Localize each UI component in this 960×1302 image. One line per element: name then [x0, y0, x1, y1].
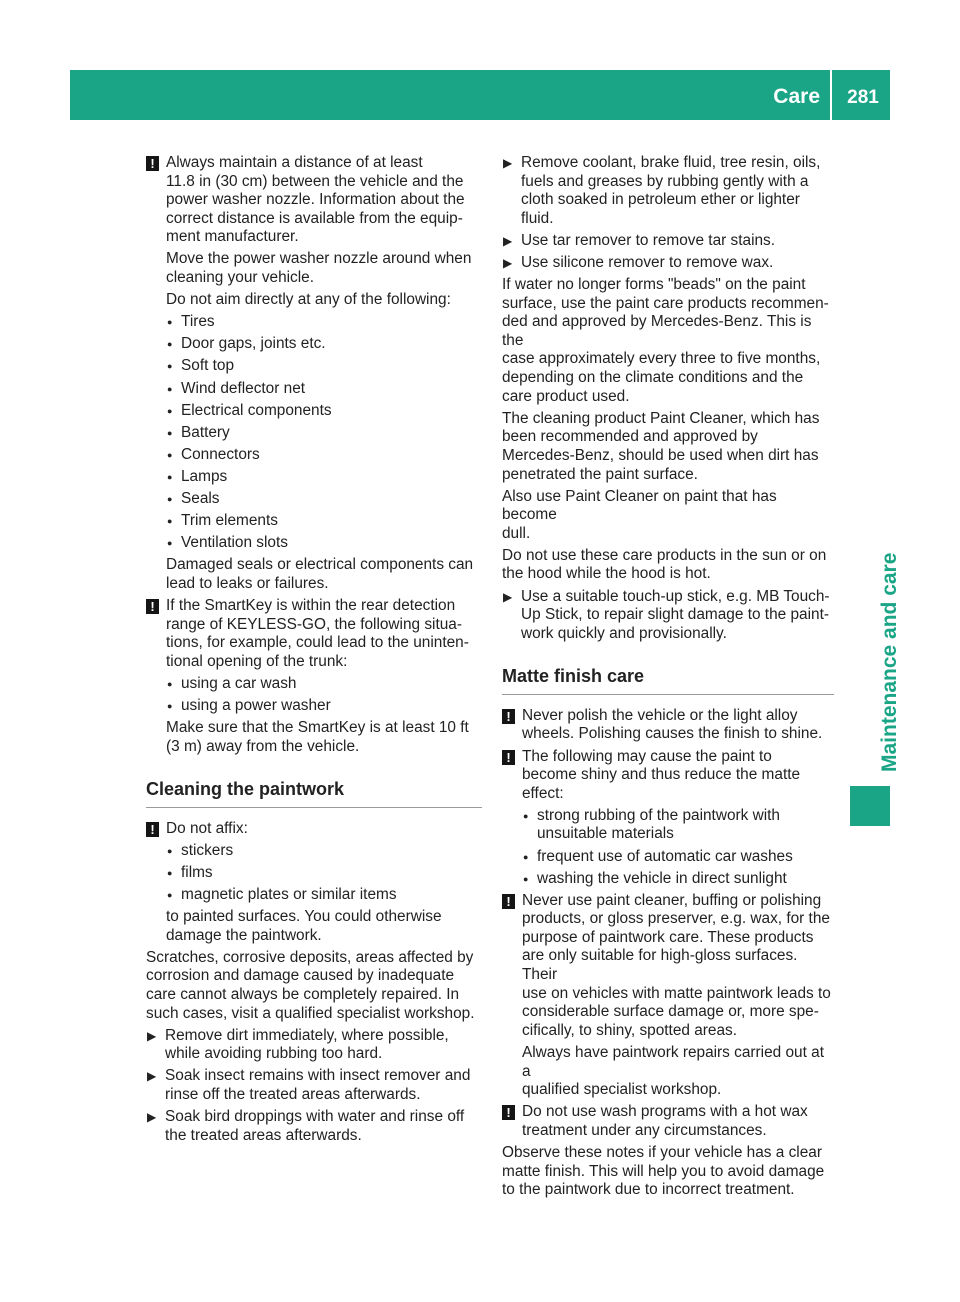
- paragraph: [146, 949, 482, 1023]
- bullet-icon: ●: [167, 339, 173, 350]
- text-line: such cases, visit a qualified specialist workshop.: [146, 1004, 475, 1022]
- bullet-icon: ●: [167, 867, 173, 878]
- text-line: work quickly and provisionally.: [521, 624, 727, 642]
- exclamation-icon: !: [146, 156, 159, 171]
- text-line: range of KEYLESS-GO, the following situa-: [166, 615, 462, 633]
- step-arrow-icon: ▶: [503, 156, 513, 170]
- text-line: use on vehicles with matte paintwork leads to: [522, 984, 831, 1002]
- text-line: films: [181, 863, 213, 881]
- right-column: [502, 154, 834, 1203]
- exclamation-icon: !: [146, 599, 159, 614]
- warning-note: [146, 597, 482, 671]
- list-item: [166, 697, 482, 716]
- text-line: Electrical components: [181, 401, 332, 419]
- step-arrow-icon: ▶: [503, 589, 513, 604]
- text-line: Seals: [181, 490, 220, 507]
- bullet-icon: ●: [167, 700, 173, 711]
- text-line: Use a suitable touch-up stick, e.g. MB Touch-: [521, 587, 830, 605]
- text-line: magnetic plates or similar items: [181, 886, 397, 903]
- page-title: Care: [773, 85, 820, 108]
- text-line: The following may cause the paint to: [522, 747, 772, 765]
- text-line: Observe these notes if your vehicle has a clear: [502, 1143, 822, 1161]
- text-line: Up Stick, to repair slight damage to the paint-: [521, 606, 829, 624]
- note-text: [166, 820, 482, 839]
- text-line: Cleaning the paintwork: [146, 778, 345, 799]
- text-line: cifically, to shiny, spotted areas.: [522, 1021, 737, 1039]
- text-line: case approximately every three to five months,: [502, 350, 821, 368]
- warning-note: [502, 707, 834, 744]
- text-line: Do not use these care products in the sun or on: [502, 546, 827, 564]
- exclamation-icon: !: [502, 894, 515, 909]
- bullet-icon: ●: [167, 538, 173, 549]
- header-divider: [830, 70, 832, 120]
- bullet-icon: ●: [167, 678, 173, 689]
- list-item: [166, 512, 482, 531]
- text-line: The cleaning product Paint Cleaner, which has: [502, 409, 820, 427]
- text-line: If water no longer forms "beads" on the paint: [502, 276, 806, 294]
- text-line: the treated areas afterwards.: [165, 1126, 362, 1144]
- text-line: Soak bird droppings with water and rinse off: [165, 1108, 465, 1126]
- text-line: cloth soaked in petroleum ether or lighter: [521, 191, 800, 209]
- bullet-icon: ●: [167, 890, 173, 900]
- paragraph: [146, 719, 482, 756]
- text-line: frequent use of automatic car washes: [537, 847, 793, 865]
- text-line: tional opening of the trunk:: [166, 652, 348, 670]
- warning-note: [146, 820, 482, 839]
- bullet-icon: ●: [167, 427, 173, 438]
- text-line: purpose of paintwork care. These products: [522, 928, 814, 946]
- text-line: unsuitable materials: [537, 825, 674, 843]
- list-item: [166, 424, 482, 443]
- text-line: are only suitable for high-gloss surfaces. Their: [522, 947, 798, 984]
- paragraph: [146, 908, 482, 945]
- list-item: [166, 446, 482, 465]
- text-line: wheels. Polishing causes the finish to shine.: [522, 725, 823, 743]
- left-column: [146, 154, 482, 1149]
- paragraph: [146, 291, 482, 310]
- list-item: [166, 490, 482, 509]
- note-text: [522, 1103, 834, 1140]
- text-line: Use silicone remover to remove wax.: [521, 253, 774, 271]
- text-line: Battery: [181, 423, 230, 441]
- section-heading: [146, 760, 482, 808]
- text-line: damage the paintwork.: [166, 926, 322, 944]
- instruction-step: [146, 1108, 482, 1145]
- text-line: using a power washer: [181, 696, 331, 714]
- bullet-icon: ●: [167, 449, 173, 460]
- exclamation-icon: !: [146, 822, 159, 837]
- list-item: [166, 380, 482, 399]
- text-line: Also use Paint Cleaner on paint that has become: [502, 487, 777, 524]
- note-text: [522, 892, 834, 1041]
- text-line: (3 m) away from the vehicle.: [166, 737, 360, 755]
- bullet-icon: ●: [167, 361, 173, 372]
- warning-note: [502, 1103, 834, 1140]
- paragraph: [502, 1144, 834, 1200]
- text-line: lead to leaks or failures.: [166, 574, 329, 592]
- text-line: Door gaps, joints etc.: [181, 335, 326, 353]
- page-number: 281: [847, 87, 879, 108]
- text-line: Matte finish care: [502, 665, 645, 686]
- text-line: corrosion and damage caused by inadequate: [146, 967, 455, 985]
- text-line: the hood while the hood is hot.: [502, 565, 711, 583]
- text-line: Do not affix:: [166, 819, 248, 837]
- text-line: care product used.: [502, 387, 630, 405]
- text-line: using a car wash: [181, 674, 297, 692]
- text-line: fluid.: [521, 209, 554, 227]
- text-line: products, or gloss preserver, e.g. wax, for the: [522, 910, 830, 928]
- text-line: care cannot always be completely repaired. In: [146, 985, 460, 1003]
- paragraph: [502, 410, 834, 484]
- instruction-step: [146, 1067, 482, 1104]
- text-line: Always have paintwork repairs carried out at a: [522, 1043, 824, 1080]
- text-line: treatment under any circumstances.: [522, 1121, 767, 1139]
- step-arrow-icon: ▶: [503, 233, 513, 248]
- text-line: become shiny and thus reduce the matte: [522, 766, 801, 784]
- paragraph: [146, 556, 482, 593]
- text-line: stickers: [181, 841, 234, 859]
- text-line: Do not use wash programs with a hot wax: [522, 1103, 808, 1121]
- text-line: Never polish the vehicle or the light alloy: [522, 706, 798, 724]
- list-item: [522, 870, 834, 889]
- bullet-icon: ●: [167, 317, 173, 328]
- text-line: Lamps: [181, 467, 228, 485]
- text-line: depending on the climate conditions and the: [502, 369, 804, 387]
- exclamation-icon: !: [502, 750, 515, 765]
- chapter-marker-square: [850, 786, 890, 826]
- text-line: penetrated the paint surface.: [502, 465, 698, 483]
- list-item: [166, 357, 482, 376]
- bullet-icon: ●: [167, 494, 173, 504]
- warning-note: [502, 892, 834, 1041]
- bullet-icon: ●: [523, 851, 529, 862]
- note-text: [166, 154, 482, 247]
- text-line: to painted surfaces. You could otherwise: [166, 908, 442, 926]
- instruction-step: [146, 1027, 482, 1064]
- step-arrow-icon: ▶: [147, 1110, 157, 1125]
- step-arrow-icon: ▶: [147, 1028, 157, 1043]
- bullet-icon: ●: [523, 810, 529, 821]
- text-line: Make sure that the SmartKey is at least 10 ft: [166, 719, 469, 737]
- note-text: [166, 597, 482, 671]
- text-line: washing the vehicle in direct sunlight: [537, 869, 787, 887]
- list-item: [522, 807, 834, 844]
- list-item: [166, 468, 482, 487]
- text-line: to the paintwork due to incorrect treatment.: [502, 1181, 795, 1199]
- text-line: Tires: [181, 313, 215, 331]
- text-line: ded and approved by Mercedes-Benz. This is the: [502, 313, 812, 349]
- text-line: Remove dirt immediately, where possible,: [165, 1026, 449, 1044]
- list-item: [522, 848, 834, 867]
- paragraph: [502, 488, 834, 544]
- bullet-icon: ●: [523, 873, 529, 884]
- exclamation-icon: !: [502, 1105, 515, 1120]
- instruction-step: [502, 588, 834, 644]
- bullet-icon: ●: [167, 516, 173, 527]
- text-line: ment manufacturer.: [166, 228, 299, 246]
- text-line: qualified specialist workshop.: [522, 1081, 722, 1099]
- text-line: Use tar remover to remove tar stains.: [521, 231, 776, 249]
- note-text: [522, 707, 834, 744]
- text-line: effect:: [522, 784, 564, 802]
- step-arrow-icon: ▶: [147, 1069, 157, 1084]
- paragraph: [502, 276, 834, 406]
- list-item: [166, 886, 482, 905]
- text-line: Move the power washer nozzle around when: [166, 250, 472, 268]
- text-line: Damaged seals or electrical components can: [166, 556, 474, 574]
- paragraph: [502, 547, 834, 584]
- text-line: Trim elements: [181, 512, 278, 530]
- text-line: Ventilation slots: [181, 534, 288, 552]
- bullet-icon: ●: [167, 405, 173, 416]
- instruction-step: [502, 254, 834, 273]
- warning-note: [146, 154, 482, 247]
- exclamation-icon: !: [502, 709, 515, 724]
- text-line: Scratches, corrosive deposits, areas affected by: [146, 948, 474, 966]
- bullet-icon: ●: [167, 471, 173, 482]
- text-line: Remove coolant, brake fluid, tree resin, oils,: [521, 154, 821, 171]
- text-line: rinse off the treated areas afterwards.: [165, 1085, 421, 1103]
- list-item: [166, 842, 482, 861]
- text-line: Wind deflector net: [181, 379, 306, 397]
- text-line: considerable surface damage or, more spe-: [522, 1003, 819, 1021]
- paragraph: [146, 250, 482, 287]
- instruction-step: [502, 232, 834, 251]
- text-line: strong rubbing of the paintwork with: [537, 806, 780, 824]
- list-item: [166, 864, 482, 883]
- note-text: [522, 748, 834, 804]
- text-line: tions, for example, could lead to the uninten-: [166, 634, 469, 652]
- chapter-side-tab: Maintenance and care: [878, 552, 901, 772]
- text-line: Soft top: [181, 357, 235, 375]
- text-line: Connectors: [181, 445, 260, 463]
- text-line: been recommended and approved by: [502, 428, 758, 446]
- instruction-step: [502, 154, 834, 228]
- text-line: surface, use the paint care products recommen-: [502, 294, 829, 312]
- text-line: while avoiding rubbing too hard.: [165, 1045, 383, 1063]
- list-item: [166, 335, 482, 354]
- list-item: [166, 675, 482, 694]
- text-line: Never use paint cleaner, buffing or polishing: [522, 891, 822, 909]
- text-line: fuels and greases by rubbing gently with a: [521, 172, 809, 190]
- text-line: If the SmartKey is within the rear detection: [166, 596, 456, 614]
- bullet-icon: ●: [167, 383, 173, 394]
- list-item: [166, 313, 482, 332]
- paragraph: [502, 1044, 834, 1100]
- text-line: correct distance is available from the equip-: [166, 209, 463, 227]
- text-line: power washer nozzle. Information about the: [166, 191, 465, 209]
- list-item: [166, 402, 482, 421]
- header-bar: [70, 70, 890, 120]
- step-arrow-icon: ▶: [503, 255, 513, 270]
- text-line: Mercedes-Benz, should be used when dirt has: [502, 446, 819, 464]
- section-heading: [502, 647, 834, 695]
- text-line: dull.: [502, 524, 531, 542]
- warning-note: [502, 748, 834, 804]
- text-line: matte finish. This will help you to avoid damage: [502, 1162, 825, 1180]
- list-item: [166, 534, 482, 553]
- text-line: Do not aim directly at any of the following:: [166, 291, 451, 309]
- text-line: 11.8 in (30 cm) between the vehicle and the: [166, 172, 464, 190]
- text-line: Soak insect remains with insect remover and: [165, 1067, 471, 1085]
- text-line: Always maintain a distance of at least: [166, 154, 423, 171]
- text-line: cleaning your vehicle.: [166, 269, 315, 287]
- bullet-icon: ●: [167, 845, 173, 856]
